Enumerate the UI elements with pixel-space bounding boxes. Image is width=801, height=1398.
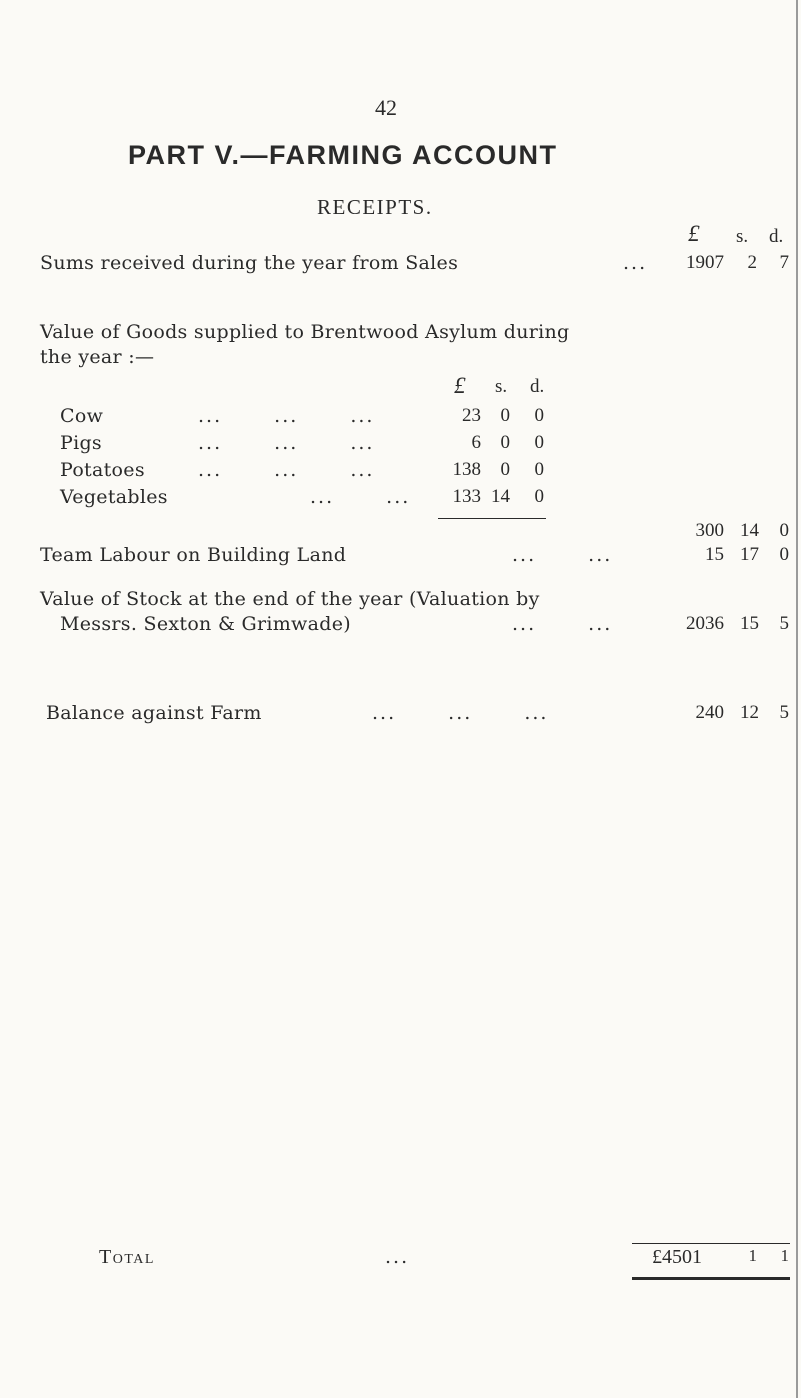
page-edge (796, 0, 798, 1398)
goods-item-label: Cow (60, 405, 104, 427)
stock-shillings: 15 (740, 613, 759, 634)
sales-label: Sums received during the year from Sales (40, 252, 459, 274)
goods-item-pence: 0 (534, 459, 544, 480)
pounds-column-header: £ (688, 221, 700, 246)
balance-pounds: 240 (695, 702, 724, 723)
leader-dots: ... ... ... (198, 405, 375, 427)
stock-label-line2: Messrs. Sexton & Grimwade) (60, 613, 351, 635)
goods-item-pounds: 23 (462, 405, 481, 426)
stock-label-line1: Value of Stock at the end of the year (Valuation by (40, 588, 540, 610)
goods-item-label: Vegetables (60, 486, 168, 508)
stock-pounds: 2036 (686, 613, 724, 634)
balance-pence: 5 (779, 702, 789, 723)
inner-pence-header: d. (530, 376, 545, 397)
inner-shillings-header: s. (495, 376, 508, 397)
balance-label: Balance against Farm (46, 702, 262, 724)
total-pence: 1 (780, 1246, 789, 1265)
total-double-rule (632, 1277, 790, 1280)
total-amount: £4501 (652, 1246, 702, 1268)
goods-item-pounds: 133 (452, 486, 481, 507)
total-label: Total (99, 1246, 155, 1268)
goods-item-pence: 0 (534, 405, 544, 426)
sales-pounds: 1907 (686, 252, 724, 273)
section-subheading: RECEIPTS. (317, 195, 433, 219)
leader-dots: ... ... (512, 544, 613, 566)
leader-dots: ... ... (512, 613, 613, 635)
leader-dots: ... ... (310, 486, 411, 508)
total-shillings: 1 (748, 1246, 757, 1265)
goods-item-label: Pigs (60, 432, 102, 454)
goods-item-shillings: 0 (500, 459, 510, 480)
leader-dots: ... ... ... (198, 459, 375, 481)
pence-column-header: d. (769, 226, 784, 247)
goods-item-pounds: 6 (471, 432, 481, 453)
sales-shillings: 2 (747, 252, 757, 273)
shillings-column-header: s. (736, 226, 749, 247)
goods-item-label: Potatoes (60, 459, 145, 481)
team-labour-pounds: 15 (705, 544, 724, 565)
goods-item-pounds: 138 (452, 459, 481, 480)
goods-item-shillings: 14 (491, 486, 510, 507)
total-top-rule (632, 1243, 790, 1244)
team-labour-pence: 0 (779, 544, 789, 565)
inner-pounds-header: £ (454, 373, 466, 398)
goods-intro-line2: the year :— (40, 346, 155, 368)
stock-pence: 5 (779, 613, 789, 634)
leader-dots: ... ... ... (198, 432, 375, 454)
leader-dots: ... (623, 252, 648, 274)
page-number: 42 (375, 95, 397, 120)
leader-dots: ... ... ... (372, 702, 549, 724)
leader-dots: ... (385, 1246, 410, 1268)
goods-item-shillings: 0 (500, 405, 510, 426)
team-labour-label: Team Labour on Building Land (40, 544, 347, 566)
page-heading: PART V.—FARMING ACCOUNT (128, 140, 558, 170)
goods-subtotal-shillings: 14 (740, 520, 759, 541)
goods-item-shillings: 0 (500, 432, 510, 453)
team-labour-shillings: 17 (740, 544, 759, 565)
balance-shillings: 12 (740, 702, 759, 723)
goods-item-pence: 0 (534, 432, 544, 453)
goods-subtotal-pence: 0 (779, 520, 789, 541)
goods-subtotal-pounds: 300 (695, 520, 724, 541)
goods-item-pence: 0 (534, 486, 544, 507)
subtotal-rule (438, 518, 546, 519)
goods-intro-line1: Value of Goods supplied to Brentwood Asylum during (40, 321, 570, 343)
sales-pence: 7 (779, 252, 789, 273)
